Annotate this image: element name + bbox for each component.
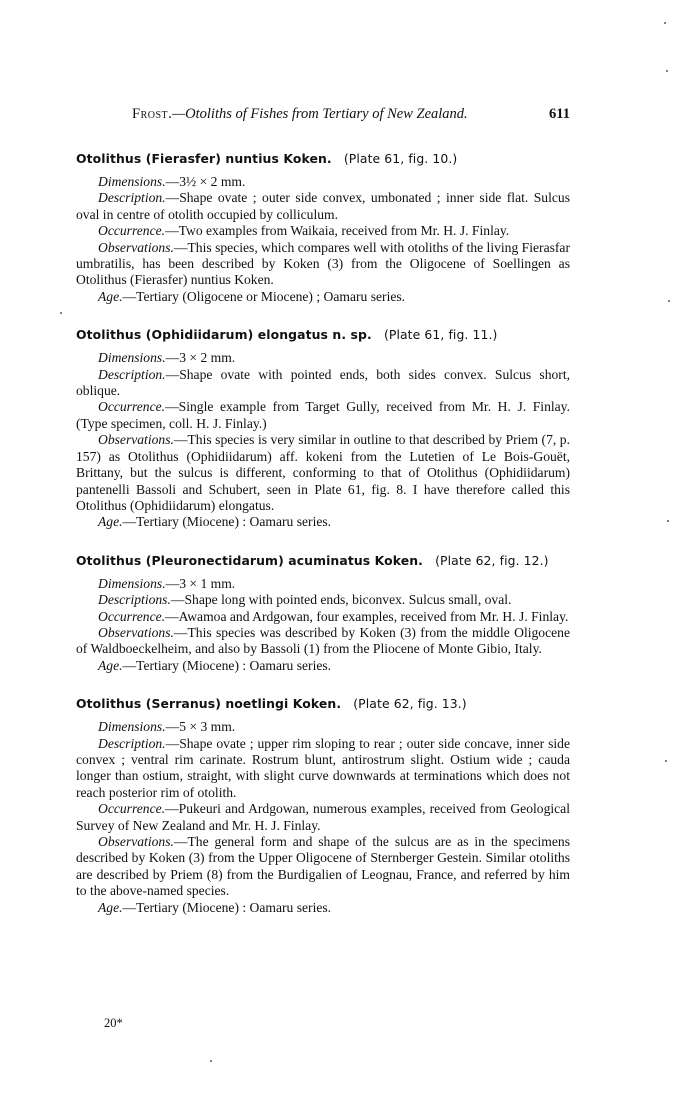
paragraph-label: Observations.: [98, 834, 174, 849]
page-body: [76, 106, 570, 937]
species-paragraph: [76, 367, 570, 400]
paragraph-label: Description.: [98, 190, 166, 206]
paragraph-text: —3 × 1 mm.: [165, 575, 236, 591]
paragraph-text: —The general form and shape of the sulcus are as in the specimens described by Koken (3) from the Upper Oligocene of Sternberger Gestein. Similar otoliths are described by Priem (8) from the Burdigalien of Leognau, France, and referred by him to the above-named species.: [76, 834, 570, 899]
paragraph-label: Age.: [98, 899, 123, 915]
species-paragraph: [76, 223, 570, 239]
paragraph-label: Observations.: [98, 624, 174, 640]
species-paragraph: [76, 609, 570, 625]
paragraph-label: Observations.: [98, 239, 174, 255]
paragraph-text: —Pukeuri and Ardgowan, numerous examples, received from Geological Survey of New Zealand and Mr. H. J. Finlay.: [76, 801, 570, 833]
species-paragraph: [76, 289, 570, 305]
paragraph-label: Description.: [98, 366, 166, 382]
paragraph-label: Descriptions.: [98, 592, 171, 608]
paragraph-text: —This species was described by Koken (3) from the middle Oligocene of Waldboeckelheim, and also by Bassoli (1) from the Pliocene of Monte Gibio, Italy.: [76, 624, 570, 657]
scan-speck: [60, 312, 62, 314]
species-heading: [76, 150, 570, 167]
paragraph-text: —Awamoa and Ardgowan, four examples, received from Mr. H. J. Finlay.: [165, 608, 569, 624]
plate-reference: (Plate 62, fig. 13.): [353, 696, 467, 712]
paragraph-text: —Tertiary (Miocene) : Oamaru series.: [122, 514, 332, 530]
scan-speck: [665, 760, 667, 762]
scan-speck: [210, 1060, 212, 1062]
paragraph-label: Dimensions.: [98, 719, 166, 735]
paragraph-label: Age.: [98, 657, 123, 673]
species-paragraph: [76, 592, 570, 608]
paragraph-label: Description.: [98, 735, 166, 751]
species-paragraph: [76, 719, 570, 735]
species-name: Otolithus (Pleuronectidarum) acuminatus Koken.: [76, 552, 423, 568]
species-paragraph: [76, 658, 570, 674]
running-title-text: —Otoliths of Fishes from Tertiary of New Zealand.: [172, 106, 468, 122]
paragraph-text: —Shape ovate ; outer side convex, umbonated ; inner side flat. Sulcus oval in centre of otolith occupied by colliculum.: [76, 190, 570, 222]
paragraph-label: Occurrence.: [98, 608, 166, 624]
paragraph-label: Age.: [98, 514, 123, 530]
species-entry: [76, 326, 570, 530]
species-paragraph: [76, 625, 570, 658]
species-paragraph: [76, 834, 570, 900]
signature-mark: 20*: [104, 1016, 123, 1030]
species-paragraph: [76, 432, 570, 514]
species-paragraph: [76, 190, 570, 223]
paragraph-text: —Tertiary (Miocene) : Oamaru series.: [122, 657, 332, 673]
paragraph-text: —Tertiary (Miocene) : Oamaru series.: [122, 899, 332, 915]
paragraph-label: Occurrence.: [98, 801, 166, 817]
paragraph-label: Age.: [98, 288, 123, 304]
species-heading: [76, 326, 570, 343]
paragraph-label: Occurrence.: [98, 223, 166, 239]
species-paragraph: [76, 900, 570, 916]
paragraph-text: —Two examples from Waikaia, received from Mr. H. J. Finlay.: [165, 223, 510, 239]
running-head: [76, 106, 570, 128]
paragraph-label: Dimensions.: [98, 575, 166, 591]
paragraph-text: —3½ × 2 mm.: [165, 174, 246, 189]
paragraph-text: —Tertiary (Oligocene or Miocene) ; Oamaru series.: [122, 288, 406, 304]
species-paragraph: [76, 576, 570, 592]
paragraph-text: —5 × 3 mm.: [165, 719, 236, 735]
scan-speck: [664, 22, 666, 24]
plate-reference: (Plate 62, fig. 12.): [435, 552, 549, 568]
species-paragraph: [76, 350, 570, 366]
paragraph-text: —Shape long with pointed ends, biconvex. Sulcus small, oval.: [170, 592, 512, 608]
paragraph-text: —This species is very similar in outline to that described by Priem (7, p. 157) as Otolithus (Ophidiidarum) aff. kokeni from the Lutetien of Le Bois-Gouët, Brittany, but the sulcus is different, conforming to that of Otolithus (Ophidiidarum) pantenelli Bassoli and Schubert, seen in Plate 61, fig. 8. I have therefore called this Otolithus (Ophidiidarum) elongatus.: [76, 432, 570, 513]
paragraph-text: —Shape ovate with pointed ends, both sides convex. Sulcus short, oblique.: [76, 366, 570, 399]
paragraph-text: —Shape ovate ; upper rim sloping to rear ; outer side concave, inner side convex ; ventral rim carinate. Rostrum blunt, antirostrum slight. Ostium wide ; cauda longer than ostium, straight, with slight curve downwards at terminations which does not reach posterior rim of otolith.: [76, 735, 570, 800]
paragraph-label: Dimensions.: [98, 174, 166, 189]
species-paragraph: [76, 736, 570, 802]
species-entry: [76, 695, 570, 916]
scan-speck: [667, 520, 669, 522]
species-name: Otolithus (Ophidiidarum) elongatus n. sp.: [76, 327, 372, 343]
page-number: 611: [549, 106, 570, 122]
paragraph-label: Occurrence.: [98, 399, 166, 415]
species-entry: [76, 552, 570, 674]
species-name: Otolithus (Fierasfer) nuntius Koken.: [76, 151, 332, 166]
paragraph-label: Observations.: [98, 432, 174, 448]
species-paragraph: [76, 514, 570, 530]
species-paragraph: [76, 240, 570, 289]
paragraph-text: —3 × 2 mm.: [165, 350, 236, 366]
running-title: [132, 106, 468, 123]
species-heading: [76, 695, 570, 712]
paragraph-label: Dimensions.: [98, 350, 166, 366]
running-author: Frost.: [132, 106, 173, 122]
species-paragraph: [76, 174, 570, 190]
plate-reference: (Plate 61, fig. 11.): [383, 327, 498, 343]
paragraph-text: —This species, which compares well with otoliths of the living Fierasfar umbratilis, has been described by Koken (3) from the Oligocene of Soellingen as Otolithus (Fierasfer) nuntius Koken.: [76, 239, 570, 288]
species-heading: [76, 552, 570, 569]
paragraph-text: —Single example from Target Gully, received from Mr. H. J. Finlay. (Type specimen, coll. H. J. Finlay.): [76, 399, 570, 431]
species-paragraph: [76, 801, 570, 834]
scan-speck: [666, 70, 668, 72]
plate-reference: (Plate 61, fig. 10.): [343, 151, 458, 166]
species-list: [76, 150, 570, 916]
scan-speck: [668, 300, 670, 302]
species-paragraph: [76, 399, 570, 432]
species-name: Otolithus (Serranus) noetlingi Koken.: [76, 696, 342, 712]
species-entry: [76, 150, 570, 305]
